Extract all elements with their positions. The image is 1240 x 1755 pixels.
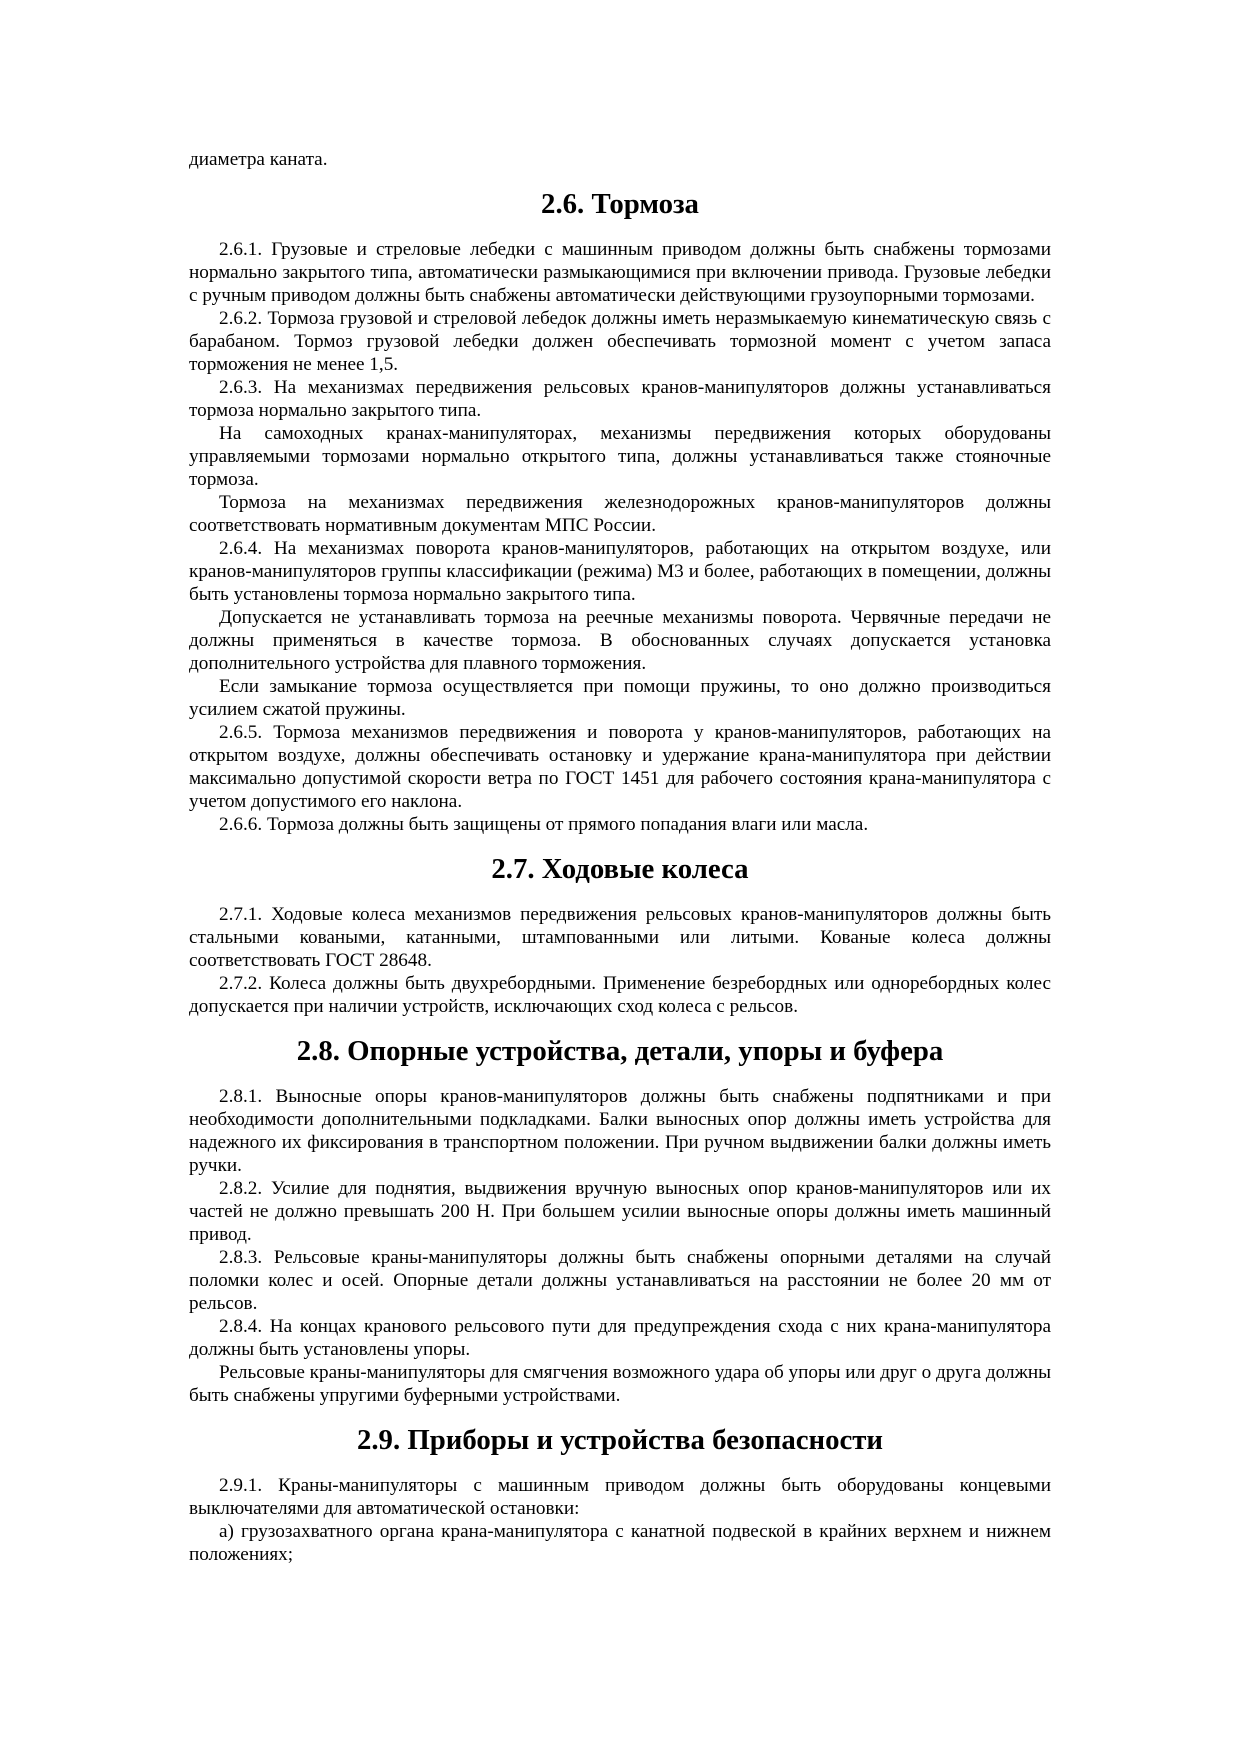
paragraph: Тормоза на механизмах передвижения железнодорожных кранов-манипуляторов должны соответствовать нормативным документам МПС России. <box>189 492 1051 536</box>
section-running-wheels <box>189 853 1051 1018</box>
paragraph: 2.6.3. На механизмах передвижения рельсовых кранов-манипуляторов должны устанавливаться тормоза нормально закрытого типа. <box>189 377 1051 421</box>
paragraph: 2.8.1. Выносные опоры кранов-манипуляторов должны быть снабжены подпятниками и при необходимости дополнительными подкладками. Балки выносных опор должны иметь устройства для надежного их фиксирования в транспортном положении. При ручном выдвижении балки должны иметь ручки. <box>189 1086 1051 1176</box>
paragraph: 2.8.2. Усилие для поднятия, выдвижения вручную выносных опор кранов-манипуляторов или их частей не должно превышать 200 Н. При большем усилии выносные опоры должны иметь машинный привод. <box>189 1178 1051 1245</box>
paragraph: 2.8.4. На концах кранового рельсового пути для предупреждения схода с них крана-манипулятора должны быть установлены упоры. <box>189 1316 1051 1360</box>
paragraph: Допускается не устанавливать тормоза на реечные механизмы поворота. Червячные передачи не должны применяться в качестве тормоза. В обоснованных случаях допускается установка дополнительного устройства для плавного торможения. <box>189 607 1051 674</box>
paragraph: 2.6.6. Тормоза должны быть защищены от прямого попадания влаги или масла. <box>219 814 869 835</box>
section-brakes <box>189 188 1051 836</box>
paragraph: 2.9.1. Краны-манипуляторы с машинным приводом должны быть оборудованы концевыми выключателями для автоматической остановки: <box>189 1475 1051 1519</box>
paragraph: 2.7.1. Ходовые колеса механизмов передвижения рельсовых кранов-манипуляторов должны быть стальными коваными, катанными, штампованными или литыми. Кованые колеса должны соответствовать ГОСТ 28648. <box>189 904 1051 971</box>
paragraph: 2.8.3. Рельсовые краны-манипуляторы должны быть снабжены опорными деталями на случай поломки колес и осей. Опорные детали должны устанавливаться на расстоянии не более 20 мм от рельсов. <box>189 1247 1051 1314</box>
paragraph: 2.6.1. Грузовые и стреловые лебедки с машинным приводом должны быть снабжены тормозами нормально закрытого типа, автоматически размыкающимися при включении привода. Грузовые лебедки с ручным приводом должны быть снабжены автоматически действующими грузоупорными тормозами. <box>189 239 1051 306</box>
paragraph: 2.6.4. На механизмах поворота кранов-манипуляторов, работающих на открытом воздухе, или кранов-манипуляторов группы классификации (режима) М3 и более, работающих в помещении, должны быть установлены тормоза нормально закрытого типа. <box>189 538 1051 605</box>
paragraph: 2.7.2. Колеса должны быть двухребордными. Применение безребордных или одноребордных колес допускается при наличии устройств, исключающих сход колеса с рельсов. <box>189 973 1051 1017</box>
paragraph: Рельсовые краны-манипуляторы для смягчения возможного удара об упоры или друг о друга должны быть снабжены упругими буферными устройствами. <box>189 1362 1051 1406</box>
section-heading: 2.6. Тормоза <box>541 188 699 220</box>
paragraph: 2.6.2. Тормоза грузовой и стреловой лебедок должны иметь неразмыкаемую кинематическую связь с барабаном. Тормоз грузовой лебедки должен обеспечивать тормозной момент с учетом запаса торможения не менее 1,5. <box>189 308 1051 375</box>
lead-paragraph: диаметра каната. <box>189 149 328 170</box>
section-supports-buffers <box>189 1035 1051 1407</box>
paragraph: а) грузозахватного органа крана-манипулятора с канатной подвеской в крайних верхнем и нижнем положениях; <box>189 1521 1051 1565</box>
section-safety-devices <box>189 1424 1051 1566</box>
section-heading: 2.7. Ходовые колеса <box>491 853 749 885</box>
paragraph: На самоходных кранах-манипуляторах, механизмы передвижения которых оборудованы управляемыми тормозами нормально открытого типа, должны устанавливаться также стояночные тормоза. <box>189 423 1051 490</box>
document-page <box>189 148 1051 1566</box>
paragraph: 2.6.5. Тормоза механизмов передвижения и поворота у кранов-манипуляторов, работающих на открытом воздухе, должны обеспечивать остановку и удержание крана-манипулятора при действии максимально допустимой скорости ветра по ГОСТ 1451 для рабочего состояния крана-манипулятора с учетом допустимого его наклона. <box>189 722 1051 812</box>
section-heading: 2.8. Опорные устройства, детали, упоры и буфера <box>296 1035 944 1067</box>
section-heading: 2.9. Приборы и устройства безопасности <box>356 1424 884 1456</box>
paragraph: Если замыкание тормоза осуществляется при помощи пружины, то оно должно производиться усилием сжатой пружины. <box>189 676 1051 720</box>
